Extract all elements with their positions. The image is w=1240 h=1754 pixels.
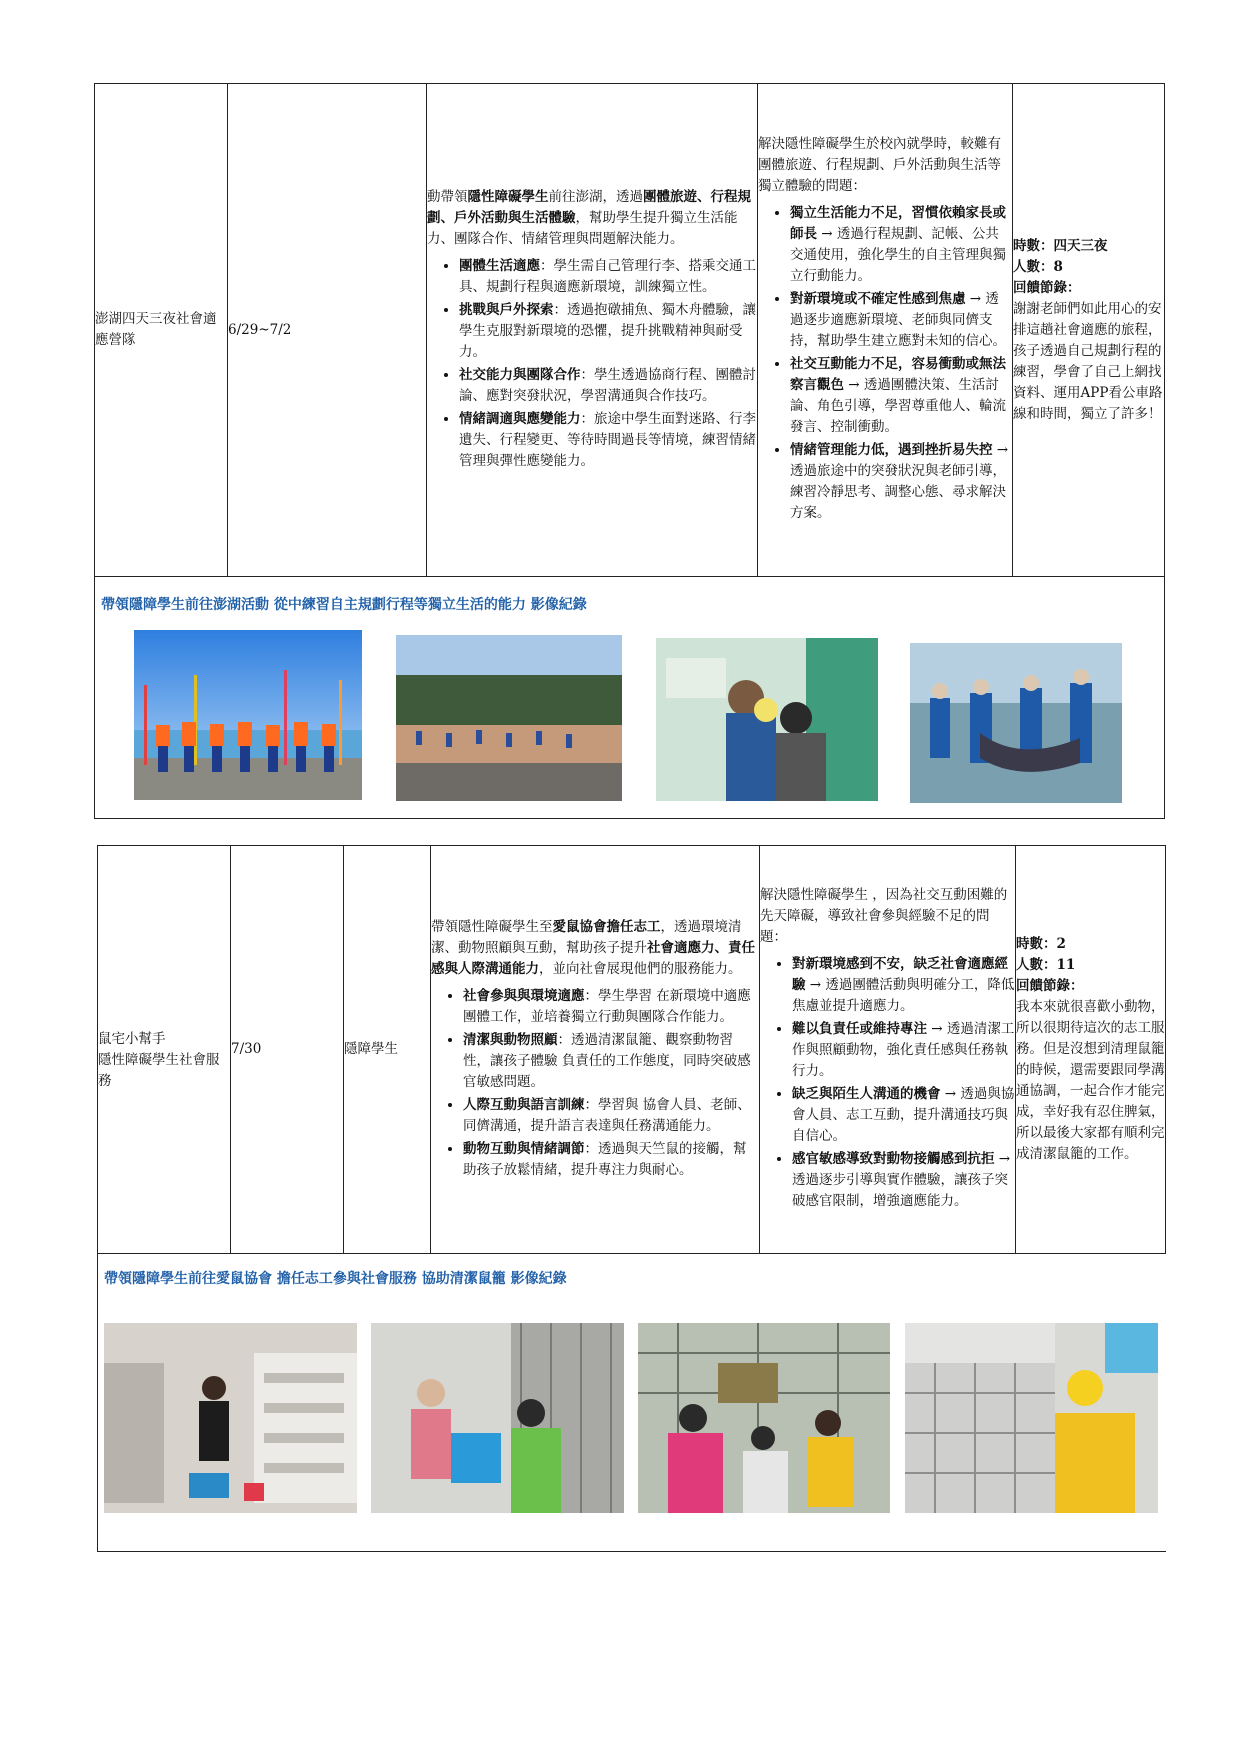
plan-item: [463, 1095, 759, 1137]
problem-item-body: → 透過清潔工作與照顧動物，強化責任感與任務執行力。: [792, 1021, 1015, 1079]
problem-item-body: → 透過逐步適應新環境、老師與同儕支持，幫助學生建立應對未知的信心。: [790, 291, 1006, 349]
plan-item-body: ：學生透過協商行程、團體討論、應對突發狀況，學習溝通與合作技巧。: [459, 366, 756, 404]
problem-item: [792, 954, 1015, 1017]
plan-item: [463, 986, 759, 1028]
plan-item-head: 人際互動與語言訓練: [463, 1096, 585, 1113]
activity-date-cell: [228, 84, 427, 577]
plan-intro-bold: 愛鼠協會擔任志工: [552, 918, 661, 935]
problem-list: [760, 954, 1015, 1212]
problem-item-head: 獨立生活能力不足，習慣依賴家長或師長: [790, 205, 1006, 242]
plan-list: [431, 986, 759, 1181]
tidal-flat-fishing-photo: [910, 643, 1122, 803]
problem-intro: 解決隱性障礙學生 ，因為社交互動困難的先天障礙，導致社會參與經驗不足的問題：: [760, 887, 1008, 945]
section-2-row: [98, 846, 1166, 1254]
plan-intro-bold: 社會適應力、責任感與人際溝通能力: [431, 939, 755, 977]
plan-item-body: ：學習與 協會人員、老師、同儕溝通，提升語言表達與任務溝通能力。: [463, 1096, 751, 1134]
plan-item-head: 團體生活適應: [459, 257, 540, 274]
plan-intro-part: ，並向社會展現他們的服務能力。: [539, 960, 742, 977]
plan-item-head: 清潔與動物照顧: [463, 1031, 558, 1048]
plan-intro: [431, 917, 759, 980]
result-count: 人數：11: [1016, 957, 1076, 973]
activity-name: 澎湖四天三夜社會適應營隊: [95, 311, 217, 348]
problem-list: [758, 203, 1012, 524]
result-feedback: 謝謝老師們如此用心的安排這趟社會適應的旅程，孩子透過自己規劃行程的練習，學會了自己上網找資料、運用APP看公車路線和時間，獨立了許多！: [1013, 300, 1163, 422]
problem-item: [790, 440, 1012, 524]
plan-item-head: 動物互動與情緒調節: [463, 1140, 585, 1157]
plan-intro-part: ，透過環境清潔、動物照顧與互動，幫助孩子提升: [431, 918, 742, 956]
plan-item: [463, 1139, 759, 1181]
plan-intro-part: 動帶領: [427, 188, 468, 205]
problem-item-body: → 透過團體活動與明確分工，降低焦慮並提升適應力。: [792, 977, 1015, 1014]
result-count: 人數：8: [1013, 258, 1063, 275]
result-hours: 時數：四天三夜: [1013, 237, 1108, 254]
photo-caption: 帶領隱障學生前往澎湖活動 從中練習自主規劃行程等獨立生活的能力 影像紀錄: [101, 597, 587, 613]
activity-problem-cell: [758, 84, 1013, 577]
plan-item: [459, 365, 757, 407]
plan-item: [459, 300, 757, 363]
shelter-cleaning-photo-4: [905, 1323, 1158, 1513]
activity-name-cell: [95, 84, 228, 577]
result-feedback-label: 回饋節錄：: [1016, 978, 1084, 994]
plan-item-body: ：透過抱礅捕魚、獨木舟體驗，讓學生克服對新環境的恐懼，提升挑戰精神與耐受力。: [459, 301, 756, 360]
kayak-group-photo: [134, 630, 362, 800]
plan-intro-bold: 隱性障礙學生: [467, 188, 549, 205]
activity-problem-cell: [760, 846, 1016, 1254]
activity-name-cell: [98, 846, 231, 1254]
activity-plan-cell: [427, 84, 758, 577]
plan-intro-bold: 團體旅遊、行程規劃、戶外活動與生活體驗: [427, 188, 751, 226]
plan-item: [459, 409, 757, 472]
plan-item-head: 社會參與與環境適應: [463, 987, 585, 1004]
activity-target: 隱障學生: [344, 1041, 398, 1057]
problem-item-head: 社交互動能力不足，容易衝動或無法察言觀色: [790, 356, 1006, 393]
problem-item-body: → 透過行程規劃、記帳、公共交通使用，強化學生的自主管理與獨立行動能力。: [790, 226, 1006, 284]
problem-item-head: 情緒管理能力低，遇到挫折易失控: [790, 442, 993, 458]
problem-item: [790, 354, 1012, 438]
plan-intro: [427, 187, 757, 250]
activity-date: 6/29~7/2: [228, 321, 292, 338]
problem-item-head: 對新環境或不確定性感到焦慮: [790, 291, 966, 307]
problem-item: [790, 203, 1012, 287]
museum-visit-photo: [656, 638, 878, 801]
plan-item-head: 挑戰與戶外探索: [459, 301, 554, 318]
plan-item-body: ：透過清潔鼠籠、觀察動物習性，讓孩子體驗 負責任的工作態度，同時突破感官敏感問題。: [463, 1031, 751, 1090]
plan-item-body: ：學生學習 在新環境中適應團體工作，並培養獨立行動與團隊合作能力。: [463, 987, 751, 1025]
problem-intro: 解決隱性障礙學生於校內就學時，較難有團體旅遊、行程規劃、戶外活動與生活等獨立體驗的問題：: [758, 136, 1001, 194]
plan-item-body: ：透過與天竺鼠的接觸，幫助孩子放鬆情緒，提升專注力與耐心。: [463, 1140, 747, 1178]
plan-item: [463, 1030, 759, 1093]
problem-item: [792, 1019, 1015, 1082]
plan-intro-part: ，幫助學生提升獨立生活能力、團隊合作、情緒管理與問題解決能力。: [427, 209, 738, 247]
beach-walk-photo: [396, 635, 622, 801]
problem-item-head: 感官敏感導致對動物接觸感到抗拒: [792, 1151, 995, 1167]
section-1-row: [95, 84, 1165, 577]
photo-caption: 帶領隱障學生前往愛鼠協會 擔任志工參與社會服務 協助清潔鼠籠 影像紀錄: [104, 1271, 567, 1287]
result-feedback: 我本來就很喜歡小動物，所以很期待這次的志工服務。但是沒想到清理鼠籠的時候，還需要跟同學溝通協調，一起合作才能完成，幸好我有忍住脾氣，所以最後大家都有順利完成清潔鼠籠的工作。: [1016, 999, 1165, 1162]
plan-item-head: 情緒調適與應變能力: [459, 410, 581, 427]
plan-item-head: 社交能力與團隊合作: [459, 366, 581, 383]
result-hours: 時數：2: [1016, 936, 1066, 952]
problem-item: [792, 1149, 1015, 1212]
problem-item: [790, 289, 1012, 352]
shelter-cleaning-photo-2: [371, 1323, 624, 1513]
activity-date-cell: [231, 846, 344, 1254]
result-feedback-label: 回饋節錄：: [1013, 279, 1081, 296]
problem-item-body: → 透過與協會人員、志工互動，提升溝通技巧與自信心。: [792, 1086, 1015, 1144]
problem-item-body: → 透過逐步引導與實作體驗，讓孩子突破感官限制，增強適應能力。: [792, 1151, 1011, 1209]
shelter-cleaning-photo-3: [638, 1323, 890, 1513]
activity-result-cell: [1016, 846, 1166, 1254]
plan-item-body: ：旅途中學生面對迷路、行李遺失、行程變更、等待時間過長等情境，練習情緒管理與彈性應變能力。: [459, 410, 756, 469]
plan-list: [427, 256, 757, 472]
plan-intro-part: 帶領隱性障礙學生至: [431, 918, 553, 935]
activity-plan-cell: [431, 846, 760, 1254]
plan-intro-part: 前往澎湖，透過: [548, 188, 643, 205]
plan-item-body: ：學生需自己管理行李、搭乘交通工具、規劃行程與適應新環境，訓練獨立性。: [459, 257, 756, 295]
problem-item: [792, 1084, 1015, 1147]
activity-date: 7/30: [231, 1041, 262, 1057]
activity-name: 鼠宅小幫手 隱性障礙學生社會服務: [98, 1030, 220, 1089]
problem-item-body: → 透過團體決策、生活討論、角色引導，學習尊重他人、輪流發言、控制衝動。: [790, 377, 1006, 435]
problem-item-head: 缺乏與陌生人溝通的機會: [792, 1086, 941, 1102]
plan-item: [459, 256, 757, 298]
problem-item-body: → 透過旅途中的突發狀況與老師引導，練習冷靜思考、調整心態、尋求解決方案。: [790, 442, 1009, 521]
activity-target-cell: [344, 846, 431, 1254]
activity-result-cell: [1013, 84, 1165, 577]
problem-item-head: 難以負責任或維持專注: [792, 1021, 927, 1037]
problem-item-head: 對新環境感到不安，缺乏社會適應經驗: [792, 956, 1008, 993]
shelter-cleaning-photo-1: [104, 1323, 357, 1513]
